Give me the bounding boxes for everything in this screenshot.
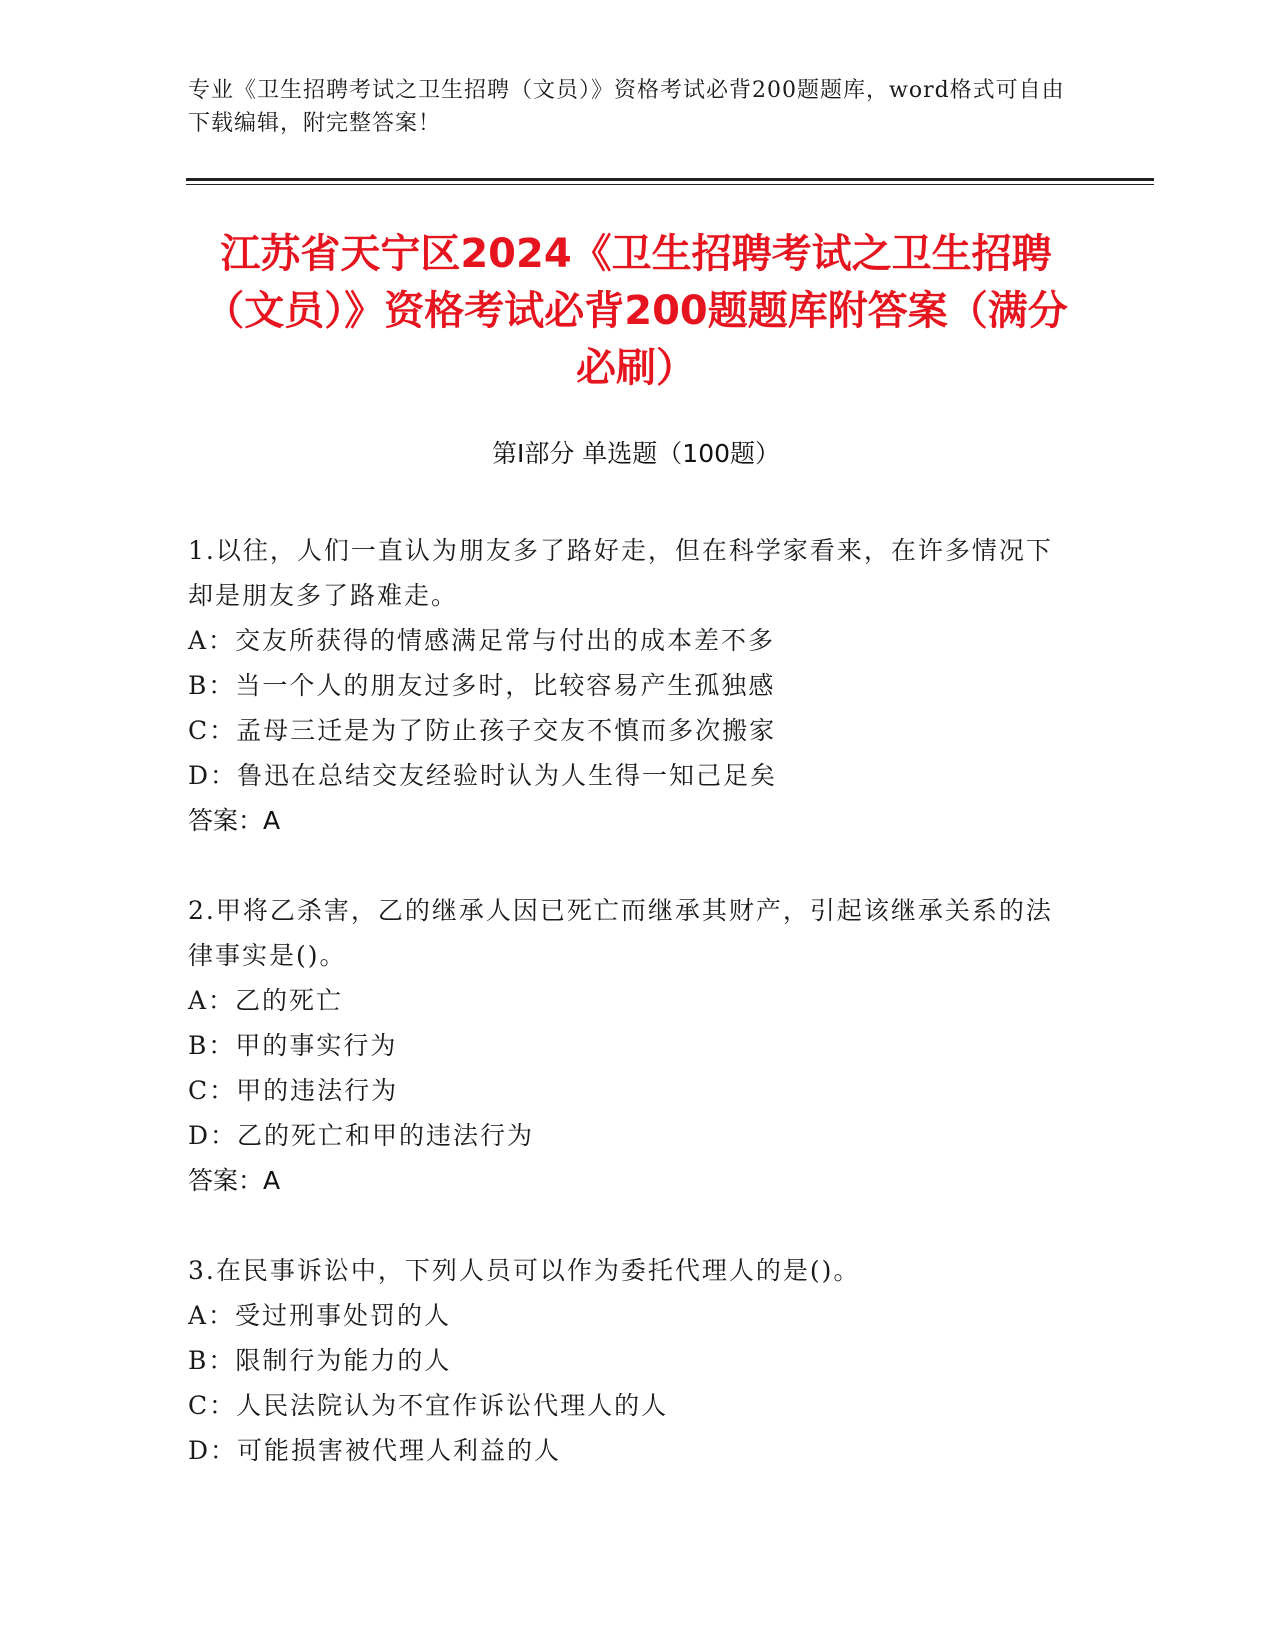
question-stem: 3.在民事诉讼中，下列人员可以作为委托代理人的是()。 [188, 1256, 861, 1285]
header-divider-thick [186, 178, 1154, 181]
question-stem: 2.甲将乙杀害，乙的继承人因已死亡而继承其财产，引起该继承关系的法律事实是()。 [188, 896, 1053, 970]
intro-text: 专业《卫生招聘考试之卫生招聘（文员）》资格考试必背200题题库，word格式可自由下载编辑，附完整答案！ [188, 78, 1065, 136]
question-1 [188, 528, 1068, 843]
question-list [188, 528, 1068, 1518]
option-a: A：受过刑事处罚的人 [188, 1301, 452, 1330]
section-title: 第Ⅰ部分 单选题（100题） [491, 439, 781, 468]
option-b: B：甲的事实行为 [188, 1031, 398, 1060]
option-c: C：甲的违法行为 [188, 1076, 399, 1105]
question-2 [188, 888, 1068, 1203]
option-d: D：可能损害被代理人利益的人 [188, 1436, 562, 1465]
answer-line: 答案：A [188, 806, 281, 835]
question-3 [188, 1248, 1068, 1473]
option-a: A：乙的死亡 [188, 986, 344, 1015]
option-a: A：交友所获得的情感满足常与付出的成本差不多 [188, 626, 776, 655]
option-d: D：鲁迅在总结交友经验时认为人生得一知己足矣 [188, 761, 778, 790]
answer-line: 答案：A [188, 1166, 281, 1195]
question-stem: 1.以往，人们一直认为朋友多了路好走，但在科学家看来，在许多情况下却是朋友多了路难走。 [188, 536, 1053, 610]
option-d: D：乙的死亡和甲的违法行为 [188, 1121, 535, 1150]
option-b: B：当一个人的朋友过多时，比较容易产生孤独感 [188, 671, 776, 700]
header-divider-thin [186, 184, 1154, 185]
option-c: C：人民法院认为不宜作诉讼代理人的人 [188, 1391, 669, 1420]
option-c: C：孟母三迁是为了防止孩子交友不慎而多次搬家 [188, 716, 777, 745]
option-b: B：限制行为能力的人 [188, 1346, 452, 1375]
document-title: 江苏省天宁区2024《卫生招聘考试之卫生招聘（文员）》资格考试必背200题题库附答案（满分必刷） [204, 231, 1068, 391]
